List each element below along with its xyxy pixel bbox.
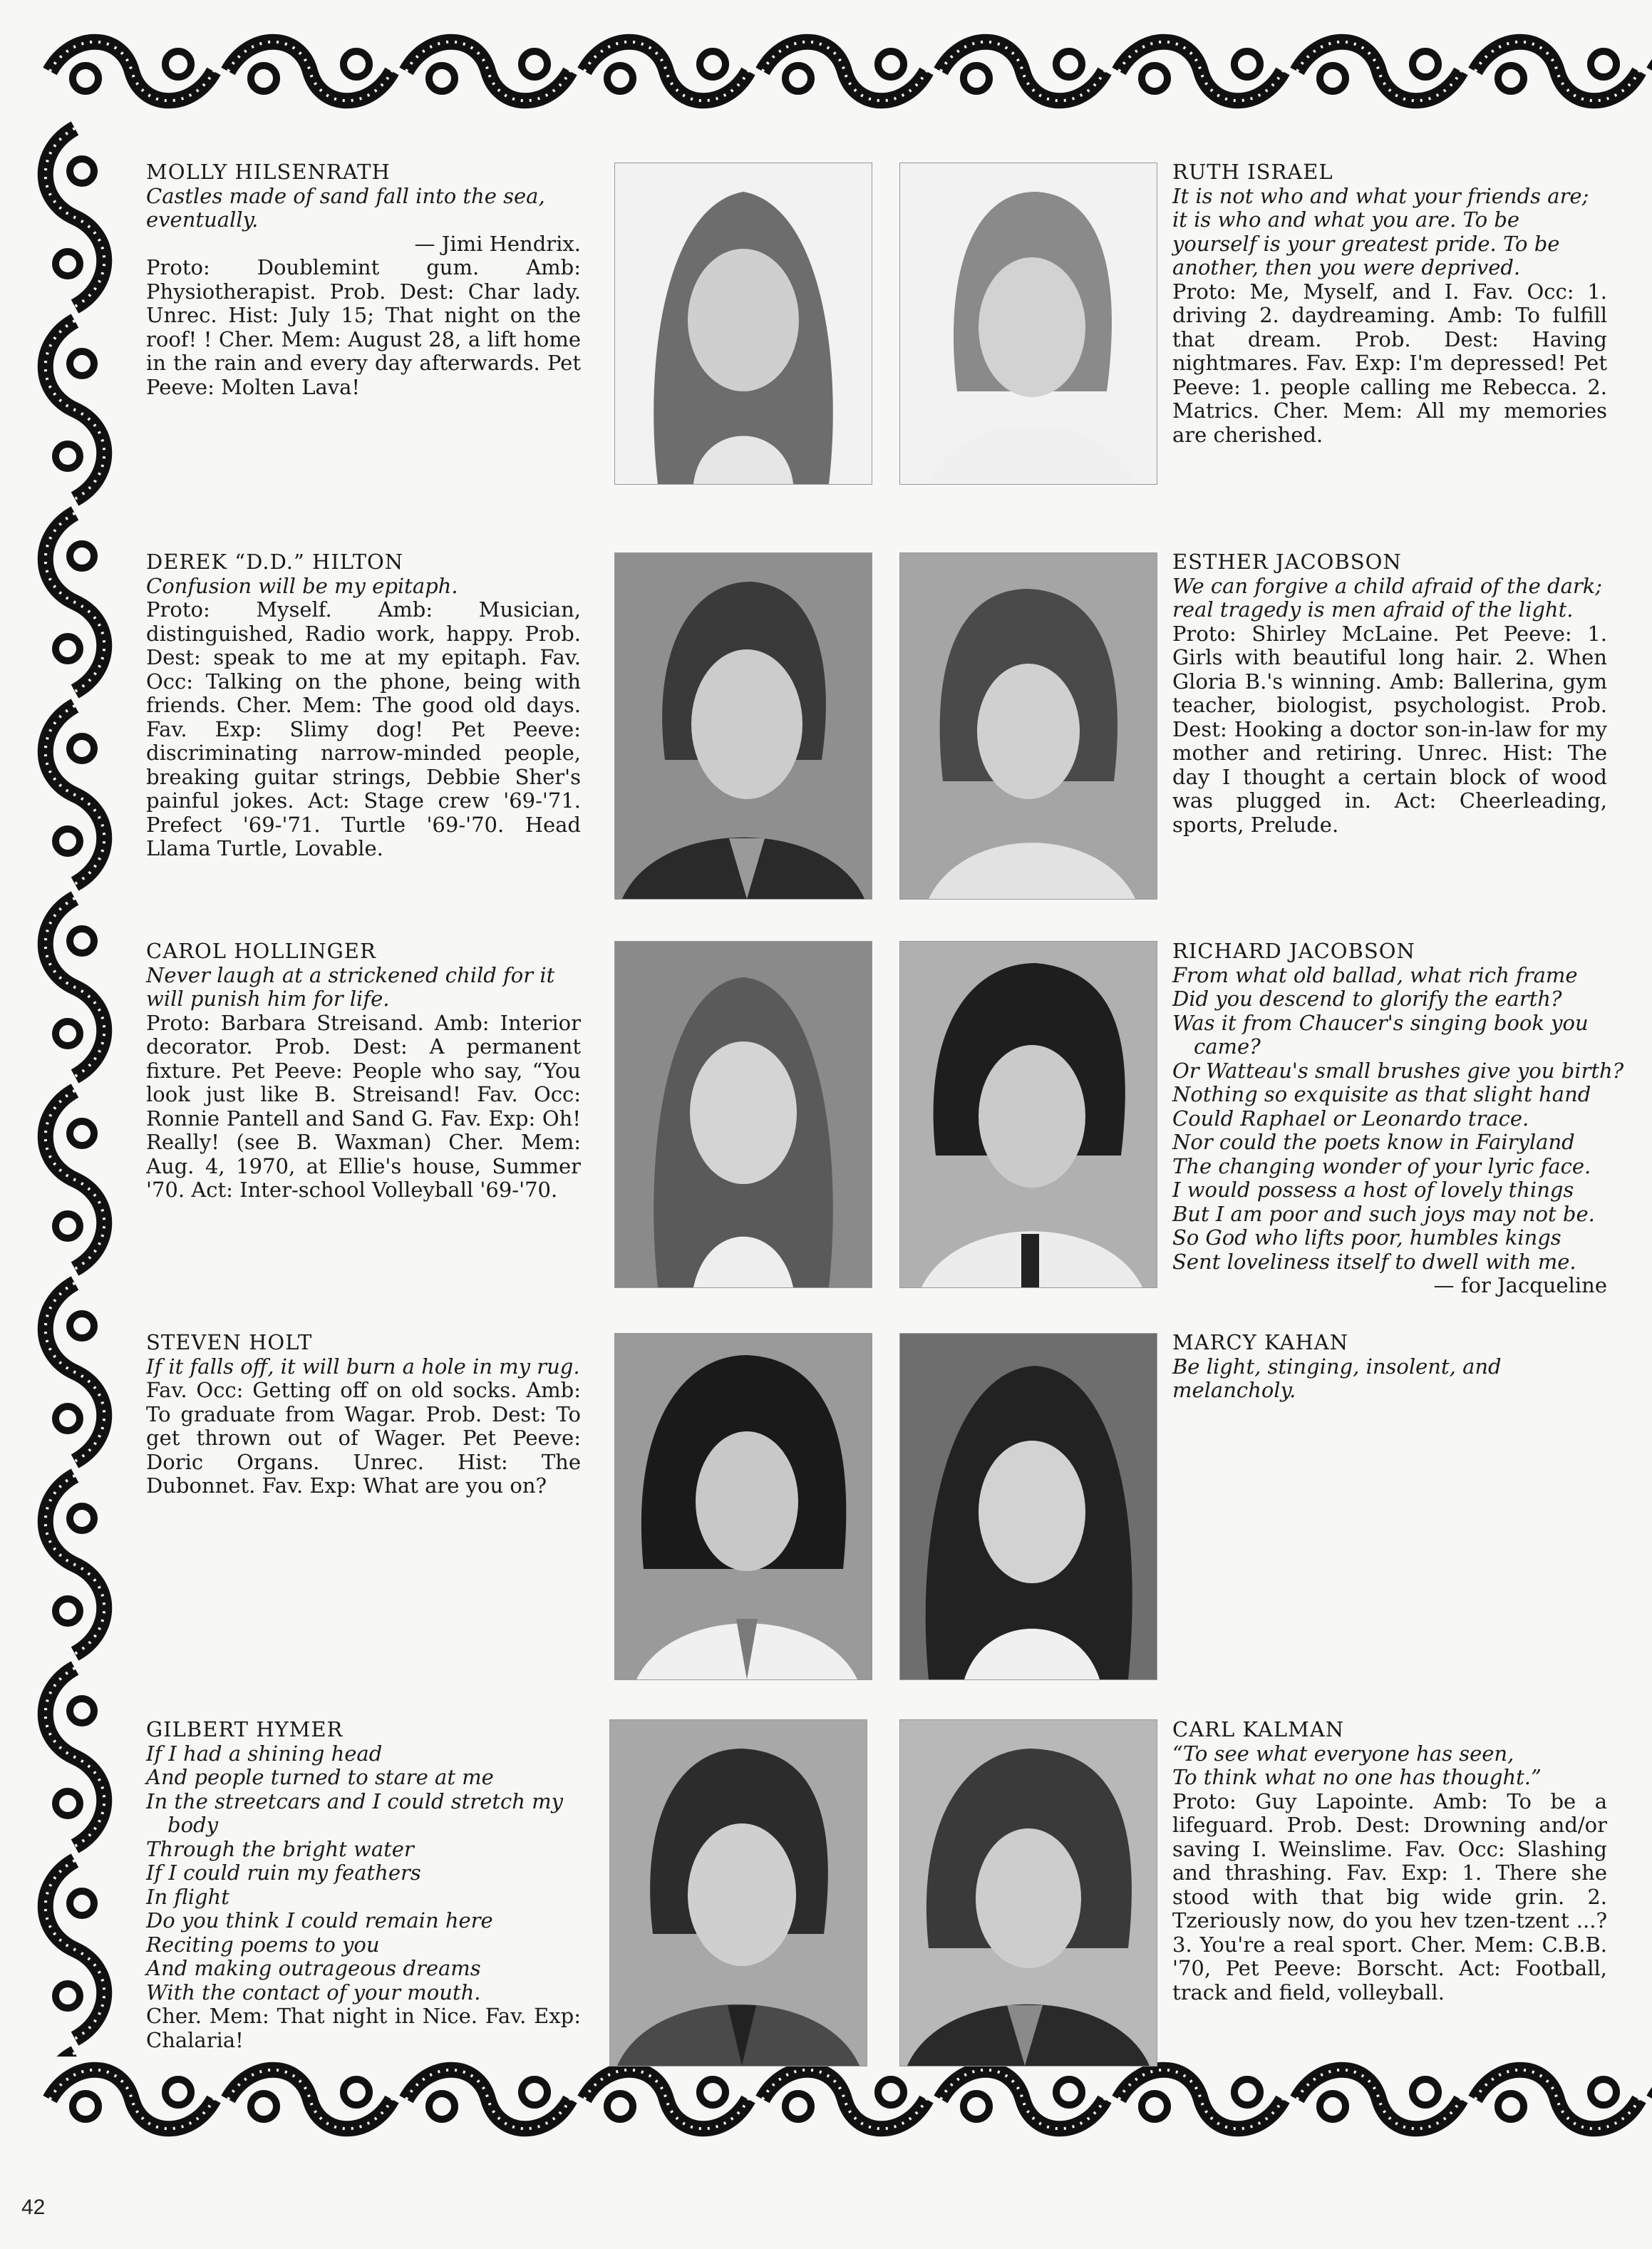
entry-marcy-kahan (1172, 1331, 1607, 1403)
student-quote: It is not who and what your friends are; it is who and what you are. To be yourself is your greatest pride. To be another, then you were deprived. (1172, 183, 1589, 279)
entry-molly-hilsenrath (146, 160, 581, 399)
marcy-kahan-photo (899, 1333, 1157, 1680)
entry-richard-jacobson (1172, 939, 1624, 1298)
entry-ruth-israel (1172, 160, 1607, 447)
poem-line: “To see what everyone has seen, (1172, 1741, 1514, 1766)
gilbert-hymer-photo (609, 1719, 867, 2067)
student-poem (146, 1742, 581, 2005)
student-bio: Proto: Guy Lapointe. Amb: To be a lifeguard. Prob. Dest: Drowning and/or saving I. Weinslime. Fav. Occ: Slashing and thrashing. Fav. Exp: 1. There she stood with that big wide grin. 2. Tzeriously now, do you hev tzen-tzent ...? 3. You're a real sport. Cher. Mem: C.B.B. '70, Pet Peeve: Borscht. Act: Football, track and field, volleyball. (1172, 1789, 1607, 2004)
poem-line: The changing wonder of your lyric face. (1172, 1153, 1591, 1178)
derek-hilton-photo (614, 552, 872, 900)
poem-line: And making outrageous dreams (146, 1956, 481, 1980)
poem-line: So God who lifts poor, humbles kings (1172, 1225, 1561, 1250)
portrait-silhouette (615, 163, 872, 484)
entry-derek-hilton (146, 550, 581, 861)
steven-holt-photo (614, 1333, 872, 1680)
poem-line: Or Watteau's small brushes give you birth? (1172, 1058, 1624, 1083)
entry-steven-holt (146, 1331, 581, 1498)
portrait-silhouette (610, 1720, 867, 2066)
poem-line: came? (1194, 1034, 1261, 1059)
student-name: RICHARD JACOBSON (1172, 939, 1415, 963)
poem-line: If I could ruin my feathers (146, 1861, 421, 1885)
student-bio: Fav. Occ: Getting off on old socks. Amb: To graduate from Wagar. Prob. Dest: To get thrown out of Wager. Pet Peeve: Doric Organs. Unrec. Hist: The Dubonnet. Fav. Exp: What are you on? (146, 1378, 581, 1498)
student-bio: Proto: Me, Myself, and I. Fav. Occ: 1. driving 2. daydreaming. Amb: To fulfill that dream. Prob. Dest: Having nightmares. Fav. Exp: I'm depressed! Pet Peeve: 1. people calling me Rebecca. 2. Matrics. Cher. Mem: All my memories are cherished. (1172, 279, 1607, 447)
poem-line: From what old ballad, what rich frame (1172, 962, 1578, 987)
student-name: CAROL HOLLINGER (146, 939, 376, 963)
student-quote: Never laugh at a strickened child for it will punish him for life. (146, 962, 555, 1011)
poem-line: Reciting poems to you (146, 1932, 380, 1957)
ruth-israel-photo (899, 163, 1157, 485)
carl-kalman-photo (899, 1719, 1157, 2067)
portrait-silhouette (615, 942, 872, 1287)
ornamental-border-bottom (43, 2057, 1652, 2142)
student-name: ESTHER JACOBSON (1172, 550, 1402, 574)
student-quote: Castles made of sand fall into the sea, eventually. (146, 183, 545, 232)
quote-attribution: — for Jacqueline (1433, 1273, 1607, 1297)
quote-attribution: — Jimi Hendrix. (414, 231, 581, 256)
student-quote: We can forgive a child afraid of the dark; real tragedy is men afraid of the light. (1172, 573, 1603, 622)
portrait-silhouette (900, 163, 1157, 484)
portrait-silhouette (615, 553, 872, 899)
poem-line: Through the bright water (146, 1836, 414, 1861)
poem-line: And people turned to stare at me (146, 1765, 494, 1789)
ornamental-border-top (43, 29, 1652, 114)
entry-carol-hollinger (146, 940, 581, 1203)
student-bio: Proto: Myself. Amb: Musician, distinguished, Radio work, happy. Prob. Dest: speak to me at my epitaph. Fav. Occ: Talking on the phone, being with friends. Cher. Mem: The good old days. Fav. Exp: Slimy dog! Pet Peeve: discriminating narrow-minded people, breaking guitar strings, Debbie Sher's painful jokes. Act: Stage crew '69-'71. Prefect '69-'71. Turtle '69-'70. Head Llama Turtle, Lovable. (146, 597, 581, 860)
carol-hollinger-photo (614, 941, 872, 1288)
poem-line: Did you descend to glorify the earth? (1172, 987, 1562, 1011)
student-quote: Confusion will be my epitaph. (146, 573, 458, 598)
poem-line: Do you think I could remain here (146, 1908, 493, 1933)
poem-line: Could Raphael or Leonardo trace. (1172, 1106, 1529, 1131)
student-bio: Proto: Shirley McLaine. Pet Peeve: 1. Girls with beautiful long hair. 2. When Gloria B.'s winning. Amb: Ballerina, gym teacher, biologist, psychologist. Prob. Dest: Hooking a doctor son-in-law for my mother and retiring. Unrec. Hist: The day I thought a certain block of wood was plugged in. Act: Cheerleading, sports, Prelude. (1172, 621, 1607, 837)
student-poem (1172, 1742, 1607, 1790)
student-name: MOLLY HILSENRATH (146, 160, 391, 184)
poem-line: I would possess a host of lovely things (1172, 1178, 1574, 1202)
ornamental-border-left (36, 121, 114, 2074)
student-name: DEREK “D.D.” HILTON (146, 550, 404, 574)
poem-line: Nor could the poets know in Fairyland (1172, 1130, 1575, 1154)
student-quote: If it falls off, it will burn a hole in my rug. (146, 1354, 580, 1379)
student-name: STEVEN HOLT (146, 1330, 313, 1354)
poem-line: Nothing so exquisite as that slight hand (1172, 1082, 1591, 1106)
entry-carl-kalman (1172, 1718, 1607, 2004)
poem-line: With the contact of your mouth. (146, 1980, 481, 2004)
portrait-silhouette (900, 553, 1157, 899)
portrait-silhouette (900, 942, 1157, 1287)
student-name: CARL KALMAN (1172, 1717, 1345, 1741)
poem-line: Was it from Chaucer's singing book you (1172, 1010, 1589, 1035)
student-name: GILBERT HYMER (146, 1717, 344, 1741)
poem-line: To think what no one has thought.” (1172, 1765, 1542, 1789)
student-name: MARCY KAHAN (1172, 1330, 1349, 1354)
poem-line: If I had a shining head (146, 1741, 383, 1766)
student-bio: Proto: Barbara Streisand. Amb: Interior decorator. Prob. Dest: A permanent fixture. Pet Peeve: People who say, “You look just like B. Streisand! Fav. Occ: Ronnie Pantell and Sand G. Fav. Exp: Oh! Really! (see B. Waxman) Cher. Mem: Aug. 4, 1970, at Ellie's house, Summer '70. Act: Inter-school Volleyball '69-'70. (146, 1010, 581, 1202)
portrait-silhouette (615, 1334, 872, 1679)
student-name: RUTH ISRAEL (1172, 160, 1333, 184)
poem-line: In flight (146, 1884, 229, 1909)
poem-line: But I am poor and such joys may not be. (1172, 1201, 1595, 1226)
richard-jacobson-photo (899, 941, 1157, 1288)
esther-jacobson-photo (899, 552, 1157, 900)
page-number: 42 (21, 2196, 46, 2219)
molly-hilsenrath-photo (614, 163, 872, 485)
student-bio: Cher. Mem: That night in Nice. Fav. Exp: Chalaria! (146, 2004, 581, 2052)
poem-line: In the streetcars and I could stretch my (146, 1789, 564, 1813)
student-bio: Proto: Doublemint gum. Amb: Physiotherapist. Prob. Dest: Char lady. Unrec. Hist: July 15; That night on the roof! ! Cher. Mem: August 28, a lift home in the rain and every day afterwards. Pet Peeve: Molten Lava! (146, 255, 581, 399)
poem-line: Sent loveliness itself to dwell with me. (1172, 1249, 1576, 1274)
portrait-silhouette (900, 1334, 1157, 1679)
poem-line: body (167, 1813, 218, 1837)
student-quote: Be light, stinging, insolent, and melancholy. (1172, 1354, 1502, 1402)
student-poem (1172, 962, 1624, 1275)
entry-esther-jacobson (1172, 550, 1607, 837)
portrait-silhouette (900, 1720, 1157, 2066)
entry-gilbert-hymer (146, 1718, 581, 2052)
